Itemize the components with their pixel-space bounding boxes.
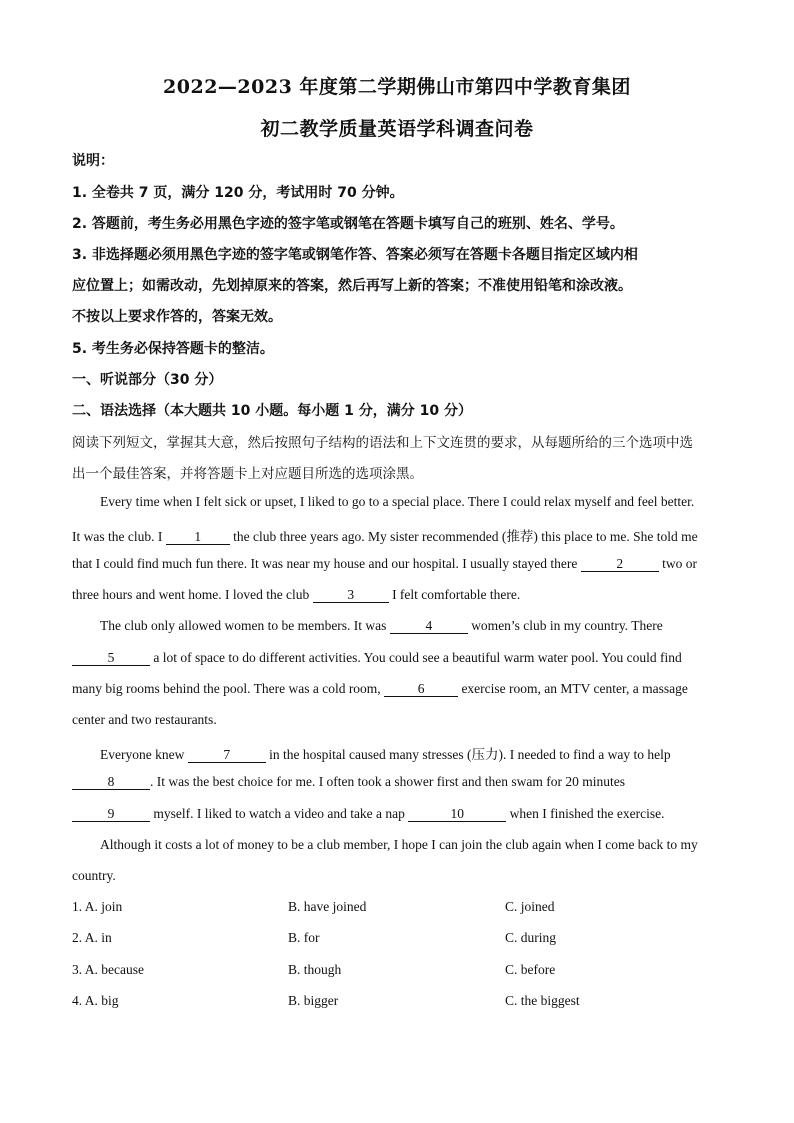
option-2b: B. for xyxy=(288,930,320,945)
passage-p1-line3 xyxy=(72,556,697,572)
passage-p1-line4 xyxy=(72,587,520,603)
option-4c: C. the biggest xyxy=(505,993,580,1008)
passage-p3-line3 xyxy=(72,806,665,822)
passage-text: Everyone knew xyxy=(100,747,188,762)
passage-p4-line1: Although it costs a lot of money to be a club member, I hope I can join the club again when I come back to my xyxy=(100,837,698,852)
passage-text: I felt comfortable there. xyxy=(388,587,521,602)
passage-text: in the hospital caused many stresses (压力). I needed to find a way to help xyxy=(265,747,671,762)
option-1b: B. have joined xyxy=(288,899,367,914)
passage-text: It was the club. I xyxy=(72,529,166,544)
passage-p2-line1 xyxy=(100,618,663,634)
passage-text: myself. I liked to watch a video and take a nap xyxy=(150,806,409,821)
passage-p3-line1 xyxy=(100,743,671,763)
option-2a: 2. A. in xyxy=(72,930,112,945)
blank-8: 8 xyxy=(72,774,150,790)
note-3-line3: 不按以上要求作答的，答案无效。 xyxy=(72,309,282,325)
blank-4: 4 xyxy=(390,618,468,634)
option-3b: B. though xyxy=(288,962,342,977)
passage-p1-line2 xyxy=(72,525,698,545)
passage-p1-line1: Every time when I felt sick or upset, I liked to go to a special place. There I could relax myself and feel better. xyxy=(100,494,695,509)
passage-p2-line4: center and two restaurants. xyxy=(72,712,217,727)
blank-1: 1 xyxy=(166,529,230,545)
instruction-line2: 出一个最佳答案，并将答题卡上对应题目所选的选项涂黑。 xyxy=(72,466,423,482)
passage-p2-line3 xyxy=(72,681,688,697)
instruction-line1: 阅读下列短文，掌握其大意，然后按照句子结构的语法和上下文连贯的要求，从每题所给的三个选项中选 xyxy=(72,435,693,451)
passage-text: many big rooms behind the pool. There was a cold room, xyxy=(72,681,385,696)
passage-text: . It was the best choice for me. I often took a shower first and then swam for 20 minutes xyxy=(150,774,625,789)
option-3a: 3. A. because xyxy=(72,962,144,977)
section-listening: 一、听说部分（30 分） xyxy=(72,372,223,388)
passage-text: that I could find much fun there. It was near my house and our hospital. I usually stayed there xyxy=(72,556,581,571)
exam-title-line2: 初二教学质量英语学科调查问卷 xyxy=(260,118,534,140)
passage-text: two or xyxy=(658,556,697,571)
section-grammar: 二、语法选择（本大题共 10 小题。每小题 1 分，满分 10 分） xyxy=(72,403,472,419)
blank-2: 2 xyxy=(581,556,659,572)
blank-10: 10 xyxy=(408,806,506,822)
note-3-line1: 3. 非选择题必须用黑色字迹的签字笔或钢笔作答、答案必须写在答题卡各题目指定区域内相 xyxy=(72,247,638,263)
blank-3: 3 xyxy=(313,587,389,603)
passage-text: the club three years ago. My sister recommended (推荐) this place to me. She told me xyxy=(229,529,698,544)
blank-5: 5 xyxy=(72,650,150,666)
option-2c: C. during xyxy=(505,930,557,945)
passage-text: three hours and went home. I loved the club xyxy=(72,587,313,602)
passage-text: exercise room, an MTV center, a massage xyxy=(458,681,688,696)
note-2: 2. 答题前，考生务必用黑色字迹的签字笔或钢笔在答题卡填写自己的班别、姓名、学号。 xyxy=(72,216,624,232)
notes-heading: 说明： xyxy=(72,153,114,169)
note-1: 1. 全卷共 7 页，满分 120 分，考试用时 70 分钟。 xyxy=(72,185,404,201)
blank-6: 6 xyxy=(384,681,458,697)
passage-text: women’s club in my country. There xyxy=(467,618,663,633)
blank-9: 9 xyxy=(72,806,150,822)
note-5: 5. 考生务必保持答题卡的整洁。 xyxy=(72,341,274,357)
exam-title-line1: 2022—2023 年度第二学期佛山市第四中学教育集团 xyxy=(163,76,631,98)
passage-text: The club only allowed women to be members. It was xyxy=(100,618,390,633)
option-4b: B. bigger xyxy=(288,993,339,1008)
blank-7: 7 xyxy=(188,747,266,763)
option-4a: 4. A. big xyxy=(72,993,119,1008)
option-1a: 1. A. join xyxy=(72,899,123,914)
passage-p3-line2 xyxy=(72,774,625,790)
option-3c: C. before xyxy=(505,962,556,977)
note-3-line2: 应位置上；如需改动，先划掉原来的答案，然后再写上新的答案；不准使用铅笔和涂改液。 xyxy=(72,278,632,294)
option-1c: C. joined xyxy=(505,899,555,914)
passage-p2-line2 xyxy=(72,650,682,666)
passage-p4-line2: country. xyxy=(72,868,116,883)
passage-text: a lot of space to do different activities. You could see a beautiful warm water pool. You could find xyxy=(150,650,682,665)
passage-text: when I finished the exercise. xyxy=(506,806,665,821)
